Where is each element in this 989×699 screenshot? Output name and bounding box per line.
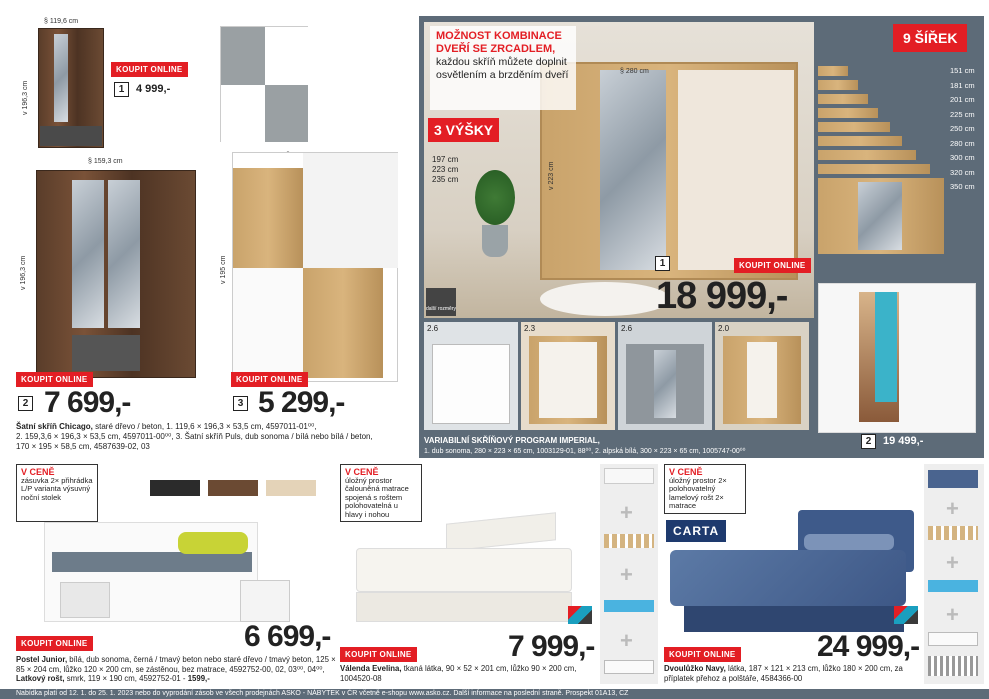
bed2-accessories-column (600, 464, 658, 684)
plus-icon: + (620, 628, 633, 653)
imperial-price-2: 19 499,- (883, 435, 924, 447)
imperial-title: VARIABILNÍ SKŘÍŇOVÝ PROGRAM IMPERIAL, (424, 436, 600, 445)
plus-icon: + (620, 562, 633, 587)
bed2-included-text: úložný prostor čalouněná matrace spojená s roštem polohovatelná u hlavy i nohou (345, 475, 409, 519)
bed3-accessories-column (924, 464, 984, 684)
price-2: 7 699,- (44, 386, 131, 419)
item-number-2: 2 (18, 396, 33, 411)
widths-stack-image (818, 66, 946, 256)
buy-online-button-imperial[interactable]: KOUPIT ONLINE (734, 258, 811, 273)
wardrobe-chicago-large-image (36, 170, 196, 378)
imperial-dim-height: v 223 cm (548, 161, 555, 190)
heights-badge: 3 VÝŠKY (428, 118, 499, 142)
dim-height-3: v 195 cm (220, 255, 227, 284)
bed3-description: Dvoulůžko Navy, látka, 187 × 121 × 213 cm, lůžko 180 × 200 cm, za příplatek přehoz a polštáře, 4584366-00 (664, 664, 903, 683)
widths-list: 151 cm 181 cm 201 cm 225 cm 250 cm 280 cm 300 cm 320 cm 350 cm (950, 66, 975, 191)
bed2-description: Válenda Evelina, tkaná látka, 90 × 52 × 201 cm, lůžko 90 × 200 cm, 1004520-08 (340, 664, 577, 683)
buy-online-button-1[interactable]: KOUPIT ONLINE (111, 62, 188, 77)
imperial-headline-box (430, 26, 576, 110)
bed2-price: 7 999,- (508, 630, 595, 663)
bed1-image (44, 522, 294, 626)
dim-height-1: v 196,3 cm (22, 80, 29, 115)
wardrobe-puls-small-image (220, 26, 308, 142)
imperial-subheadline: každou skříň můžete doplnit osvětlením a brzděním dveří (436, 56, 569, 81)
plus-icon: + (946, 496, 959, 521)
plus-icon: + (620, 500, 633, 525)
bed2-included-title: V CENĚ (345, 467, 379, 477)
buy-online-button-bed2[interactable]: KOUPIT ONLINE (340, 647, 417, 662)
wardrobe-chicago-small-image (38, 28, 104, 148)
item-number-1: 1 (114, 82, 129, 97)
heights-list: 197 cm 223 cm 235 cm (432, 155, 459, 184)
imperial-item-number: 1 (655, 256, 670, 271)
buy-online-button-bed3[interactable]: KOUPIT ONLINE (664, 647, 741, 662)
rug-image (540, 282, 670, 316)
imperial-price: 18 999,- (656, 275, 788, 317)
bed1-included-text: zásuvka 2× přihrádka L/P varianta výsuvný noční stolek (21, 475, 93, 502)
fabric-swatch-icon (568, 606, 592, 624)
fabric-swatch-icon (894, 606, 918, 624)
variant-thumb-3[interactable] (618, 322, 712, 430)
imperial-headline: MOŽNOST KOMBINACE DVEŘÍ SE ZRCADLEM, (436, 30, 562, 55)
imperial-wardrobe-image (540, 62, 798, 280)
variant-label-1: 2.6 (427, 324, 439, 333)
imperial-white-wardrobe-image (818, 283, 976, 433)
bed2-included-box (340, 464, 422, 522)
item-number-3: 3 (233, 396, 248, 411)
variant-label-4: 2.0 (718, 324, 730, 333)
bed3-image (670, 508, 916, 642)
bed1-included-title: V CENĚ (21, 467, 55, 477)
variant-label-2: 2.3 (524, 324, 536, 333)
carta-logo: CARTA (666, 520, 726, 542)
variant-thumb-2[interactable] (521, 322, 615, 430)
widths-badge: 9 ŠÍŘEK (893, 24, 967, 52)
variant-thumb-1[interactable] (424, 322, 518, 430)
footer-bar (0, 689, 989, 699)
footer-text: Nabídka platí od 12. 1. do 25. 1. 2023 nebo do vyprodání zásob ve všech prodejnách ASKO - NÁBYTEK v ČR včetně e-shopu www.asko.cz. Další informace na poslední straně. Prospekt 01A13, CZ (16, 690, 629, 697)
bed1-variants-image (150, 476, 322, 500)
bed1-price: 6 699,- (244, 620, 331, 653)
bed3-included-box (664, 464, 746, 514)
bed1-included-box (16, 464, 98, 522)
bed2-image (356, 518, 578, 628)
plant-image (470, 170, 520, 260)
plus-icon: + (946, 602, 959, 627)
variant-thumb-4[interactable] (715, 322, 809, 430)
buy-online-button-bed1[interactable]: KOUPIT ONLINE (16, 636, 93, 651)
price-3: 5 299,- (258, 386, 345, 419)
bed3-price: 24 999,- (817, 630, 920, 663)
buy-online-button-2[interactable]: KOUPIT ONLINE (16, 372, 93, 387)
variant-label-3: 2.6 (621, 324, 633, 333)
dim-height-2: v 196,3 cm (20, 255, 27, 290)
bed1-description: Postel Junior, bílá, dub sonoma, černá / tmavý beton nebo staré dřevo / tmavý beton, 125 × 85 × 204 cm, lůžko 120 × 200 cm, se zástěnou, bez matrace, 4592752-00, 02, 03⁰⁰, 04⁰⁰, Latkový rošt, smrk, 119 × 190 cm, 4592752-01 - 1599,- (16, 655, 336, 684)
bed3-included-title: V CENĚ (669, 467, 703, 477)
dim-width-2: § 159,3 cm (88, 158, 123, 165)
bed3-included-text: úložný prostor 2× polohovatelný lamelový rošt 2× matrace (669, 475, 727, 510)
imperial-dim-width: § 280 cm (620, 68, 649, 75)
buy-online-button-3[interactable]: KOUPIT ONLINE (231, 372, 308, 387)
imperial-item-number-2: 2 (861, 434, 876, 449)
imperial-description: 1. dub sonoma, 280 × 223 × 65 cm, 1003129-01, 88⁰⁰, 2. alpská bílá, 300 × 223 × 65 cm, 1005747-00⁰⁰ (424, 448, 746, 455)
wardrobe-puls-large-image (232, 152, 398, 382)
more-sizes-icon[interactable] (426, 288, 456, 316)
plus-icon: + (946, 550, 959, 575)
dim-width-1: § 119,6 cm (44, 18, 79, 25)
more-sizes-label: další rozměry (426, 306, 457, 312)
wardrobes-description: Šatní skříň Chicago, staré dřevo / beton, 1. 119,6 × 196,3 × 53,5 cm, 4597011-01⁰⁰, 2. 159,3,6 × 196,3 × 53,5 cm, 4597011-00⁰⁰, 3. Šatní skříň Puls, dub sonoma / bílá nebo bílá / beton, 170 × 195 × 58,5 cm, 4587639-02, 03 (16, 422, 373, 451)
price-1: 4 999,- (136, 83, 171, 95)
